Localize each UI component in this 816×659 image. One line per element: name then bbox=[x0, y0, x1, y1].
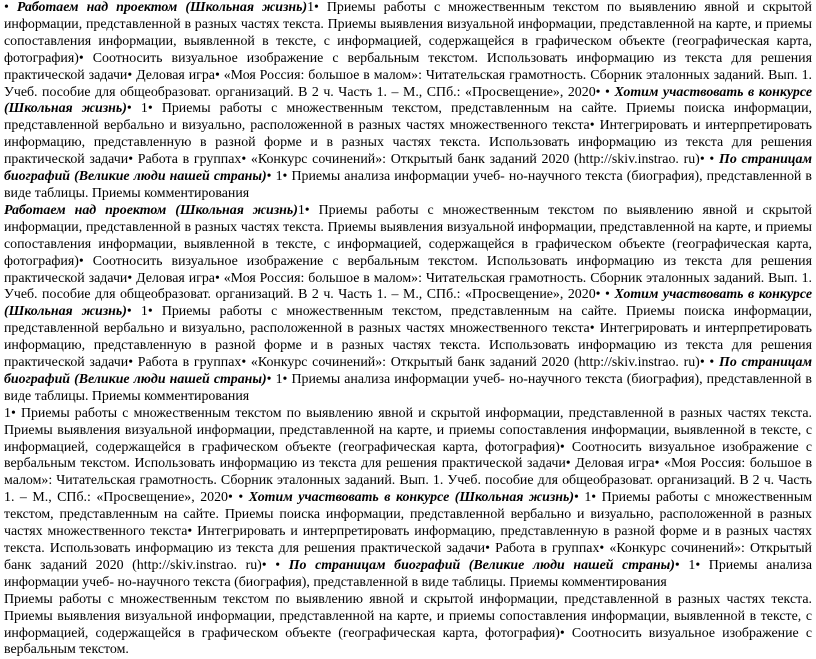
text-visual-2: • Соотносить визуальное изображение с вербальным текстом. Использовать информацию из текста для решения практической задачи bbox=[4, 253, 812, 286]
text-final-visual: • Соотносить визуальное изображение с вербальным текстом. bbox=[4, 625, 812, 658]
text-techniques-a-2: 1• Приемы работы с множественным текстом по выявлению явной и скрытой информации, представленной в разных частях текста. Приемы выявления визуальной информации, представленной на карте, и приемы сопоставления информации, выявленной в тексте, с информацией, содержащейся в графическом объекте (географическая карта, фотография) bbox=[4, 202, 812, 269]
text-techniques-b-3: • 1• Приемы работы с множественным текстом, представленным на сайте. Приемы поиска информации, представленной вербально и визуально, расположенной в разных частях множественного текста bbox=[4, 490, 812, 540]
text-my-russia-3: • «Моя Россия: большое в малом»: Читательская грамотность. Сборник эталонных заданий. Вып. 1. Учеб. пособие для общеобразоват. организаций. В 2 ч. Часть 1. – М., СПб.: «Просвещение», 2020 bbox=[4, 456, 812, 506]
text-techniques-b: • 1• Приемы работы с множественным текстом, представленным на сайте. Приемы поиска информации, представленной вербально и визуально, расположенной в разных частях множественного текста bbox=[4, 101, 812, 134]
text-analysis-2: • 1• Приемы анализа информации учеб- но-научного текста (биография), представленной в виде таблицы. Приемы комментирования bbox=[4, 371, 812, 404]
text-techniques-c: • Приемы работы с множественным текстом по выявлению явной и скрытой информации, представленной в разных частях текста. Приемы выявления визуальной информации, представленной на карте, и приемы сопоставления информации, выявленной в тексте, с информацией, содержащейся в графическом объекте (географическая карта, фотография) bbox=[4, 405, 812, 455]
bullet-mark: • bbox=[4, 0, 9, 15]
text-integrate-3: • Интегрировать и интерпретировать информацию, представленную в разной форме и в разных частях текста. Использовать информацию из текста для решения практической задачи bbox=[4, 524, 813, 556]
heading-work-on-project: Работаем над проектом (Школьная жизнь) bbox=[16, 0, 308, 15]
paragraph-4 bbox=[4, 592, 812, 659]
text-visual: • Соотносить визуальное изображение с вербальным текстом. Использовать информацию из текста для решения практической задачи bbox=[4, 50, 812, 83]
text-bullets-2b: • • bbox=[699, 355, 715, 371]
text-analysis-3: • 1• Приемы анализа информации учеб- но-научного текста (биография), представленной в виде таблицы. Приемы комментирования bbox=[4, 557, 812, 590]
heading-contest-3: Хотим участвовать в конкурсе (Школьная жизнь) bbox=[248, 490, 574, 506]
text-final-techniques: Приемы работы с множественным текстом по выявлению явной и скрытой информации, представленной в разных частях текста. Приемы выявления визуальной информации, представленной на карте, и приемы сопоставления информации, выявленной в тексте, с информацией, содержащейся в графическом объекте (географическая карта, фотография) bbox=[4, 591, 812, 641]
heading-work-on-project-2: Работаем над проектом (Школьная жизнь) bbox=[4, 202, 298, 218]
text-techniques-a: 1• Приемы работы с множественным текстом по выявлению явной и скрытой информации, представленной в разных частях текста. Приемы выявления визуальной информации, представленной на карте, и приемы сопоставления информации, выявленной в тексте, с информацией, содержащейся в графическом объекте (географическая карта, фотография) bbox=[4, 0, 812, 66]
text-bullets-b: • • bbox=[699, 152, 715, 168]
text-essays-contest-2: • «Конкурс сочинений»: Открытый банк заданий 2020 (http://skiv.instrao. ru) bbox=[241, 355, 700, 371]
heading-contest-2: Хотим участвовать в конкурсе (Школьная жизнь) bbox=[4, 287, 813, 320]
paragraph-1 bbox=[4, 0, 812, 203]
text-essays-contest: • «Конкурс сочинений»: Открытый банк заданий 2020 (http://skiv.instrao. ru) bbox=[241, 152, 700, 168]
text-analysis: • 1• Приемы анализа информации учеб- но-научного текста (биография), представленной в виде таблицы. Приемы комментирования bbox=[4, 169, 812, 201]
text-techniques-b-2: • 1• Приемы работы с множественным текстом, представленным на сайте. Приемы поиска информации, представленной вербально и визуально, расположенной в разных частях множественного текста bbox=[4, 304, 812, 337]
text-my-russia: • «Моя Россия: большое в малом»: Читательская грамотность. Сборник эталонных заданий. Вып. 1. Учеб. пособие для общеобразоват. организаций. В 2 ч. Часть 1. – М., СПб.: «Просвещение», 2020 bbox=[4, 67, 812, 100]
text-essays-contest-3: • «Конкурс сочинений»: Открытый банк заданий 2020 (http://skiv.instrao. ru) bbox=[4, 541, 812, 573]
text-my-russia-2: • «Моя Россия: большое в малом»: Читательская грамотность. Сборник эталонных заданий. Вып. 1. Учеб. пособие для общеобразоват. организаций. В 2 ч. Часть 1. – М., СПб.: «Просвещение», 2020 bbox=[4, 270, 812, 303]
text-integrate: • Интегрировать и интерпретировать информацию, представленную в разной форме и в разных частях текста. Использовать информацию из текста для решения практической задачи bbox=[4, 118, 813, 168]
text-business-game-3: • Деловая игра bbox=[565, 456, 655, 472]
heading-biography-2: По страницам биографий (Великие люди нашей страны) bbox=[4, 355, 812, 387]
text-group-work-2: • Работа в группах bbox=[128, 355, 242, 371]
text-group-work: • Работа в группах bbox=[128, 152, 242, 168]
text-bullets-3: • • bbox=[227, 490, 244, 506]
heading-contest: Хотим участвовать в конкурсе (Школьная жизнь) bbox=[4, 84, 813, 117]
text-bullets-2: • • bbox=[595, 287, 610, 303]
text-group-work-3: • Работа в группах bbox=[485, 541, 600, 556]
text-number-one: 1 bbox=[4, 405, 11, 421]
text-bullets: • • bbox=[595, 84, 610, 100]
heading-biography: По страницам биографий (Великие люди нашей страны) bbox=[4, 152, 812, 185]
paragraph-3 bbox=[4, 406, 812, 592]
text-business-game: • Деловая игра bbox=[127, 67, 215, 83]
text-business-game-2: • Деловая игра bbox=[127, 270, 215, 286]
text-integrate-2: • Интегрировать и интерпретировать информацию, представленную в разной форме и в разных частях текста. Использовать информацию из текста для решения практической задачи bbox=[4, 321, 813, 371]
heading-biography-3: По страницам биографий (Великие люди нашей страны) bbox=[288, 557, 675, 573]
text-visual-3: • Соотносить визуальное изображение с вербальным текстом. Использовать информацию из текста для решения практической задачи bbox=[4, 439, 812, 472]
paragraph-2 bbox=[4, 203, 812, 406]
text-bullets-3b: • • bbox=[261, 557, 281, 573]
